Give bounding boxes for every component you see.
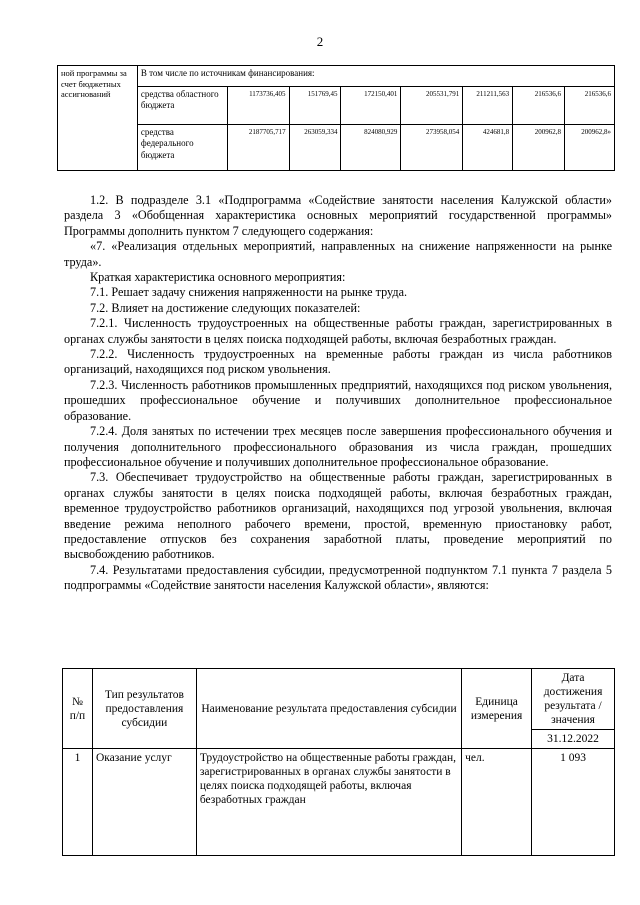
funding-table [57,65,615,171]
funding-source: средства областного бюджета [137,87,227,125]
table-row [63,749,615,856]
funding-value: 151769,45 [289,87,341,125]
paragraph: Краткая характеристика основного мероприятия: [90,270,346,285]
funding-value: 2187705,717 [227,125,289,171]
row-num: 1 [63,749,93,856]
funding-value: 211211,563 [463,87,513,125]
row-unit: чел. [462,749,532,856]
paragraph: 7.2.1. Численность трудоустроенных на общественные работы граждан, зарегистрированных в органах службы занятости в целях поиска подходящей работы, включая безработных граждан. [64,316,612,346]
funding-value: 424681,8 [463,125,513,171]
funding-value: 172150,401 [341,87,401,125]
paragraph: 7.2. Влияет на достижение следующих показателей: [90,300,361,315]
funding-value: 216536,6 [513,87,565,125]
row-value: 1 093 [532,749,615,856]
funding-value: 1173736,405 [227,87,289,125]
page-number: 2 [316,34,324,49]
funding-value: 824080,929 [341,125,401,171]
paragraph: «7. «Реализация отдельных мероприятий, направленных на снижение напряженности на рынке труда». [64,239,612,269]
funding-value: 205531,791 [401,87,463,125]
row-type: Оказание услуг [92,749,196,856]
funding-value: 273958,054 [401,125,463,171]
funding-header: В том числе по источникам финансирования: [137,66,614,87]
funding-left-label: ной программы за счет бюджетных ассигнований [58,66,138,171]
header-date: Дата достижения результата / значения [532,669,615,730]
paragraph: 1.2. В подразделе 3.1 «Подпрограмма «Содействие занятости населения Калужской области» раздела 3 «Обобщенная характеристика основных мероприятий государственной программы» Программы дополнить пунктом 7 следующего содержания: [64,193,612,238]
row-name: Трудоустройство на общественные работы граждан, зарегистрированных в органах службы занятости в целях поиска подходящей работы, включая безработных граждан [196,749,461,856]
header-unit: Единица измерения [462,669,532,749]
funding-source: средства федерального бюджета [137,125,227,171]
paragraph: 7.4. Результатами предоставления субсидии, предусмотренной подпунктом 7.1 пункта 7 раздела 5 подпрограммы «Содействие занятости населения Калужской области», являются: [64,562,612,593]
funding-value: 263059,334 [289,125,341,171]
paragraph: 7.2.3. Численность работников промышленных предприятий, находящихся под риском увольнения, прошедших профессиональное обучение и получивших дополнительное профессиональное образование. [64,377,612,423]
header-name: Наименование результата предоставления субсидии [196,669,461,749]
header-type: Тип результатов предоставления субсидии [92,669,196,749]
paragraph: 7.2.2. Численность трудоустроенных на временные работы граждан из числа работников организаций, находящихся под риском увольнения. [64,347,612,377]
paragraph: 7.2.4. Доля занятых по истечении трех месяцев после завершения профессионального обучения и получения дополнительного профессионального образования из числа граждан, прошедших профессиональное обучение и получивших дополнительное профессиональное образование. [64,424,612,469]
header-date-value: 31.12.2022 [532,730,615,749]
paragraph: 7.1. Решает задачу снижения напряженности на рынке труда. [90,285,408,300]
funding-value: 200962,8 [513,125,565,171]
results-table [62,668,615,856]
header-num: № п/п [63,669,93,749]
document-body [64,193,612,594]
funding-value: 200962,8» [565,125,615,171]
paragraph: 7.3. Обеспечивает трудоустройство на общественные работы граждан, зарегистрированных в органах службы занятости в целях поиска подходящей работы, включая безработных граждан, временное трудоустройство работников организаций, находящихся под угрозой увольнения, включая введение режима неполного рабочего времени, простой, временную приостановку работ, предоставление отпусков без сохранения заработной платы, проведение мероприятий по высвобождению работников. [64,470,612,562]
funding-value: 216536,6 [565,87,615,125]
